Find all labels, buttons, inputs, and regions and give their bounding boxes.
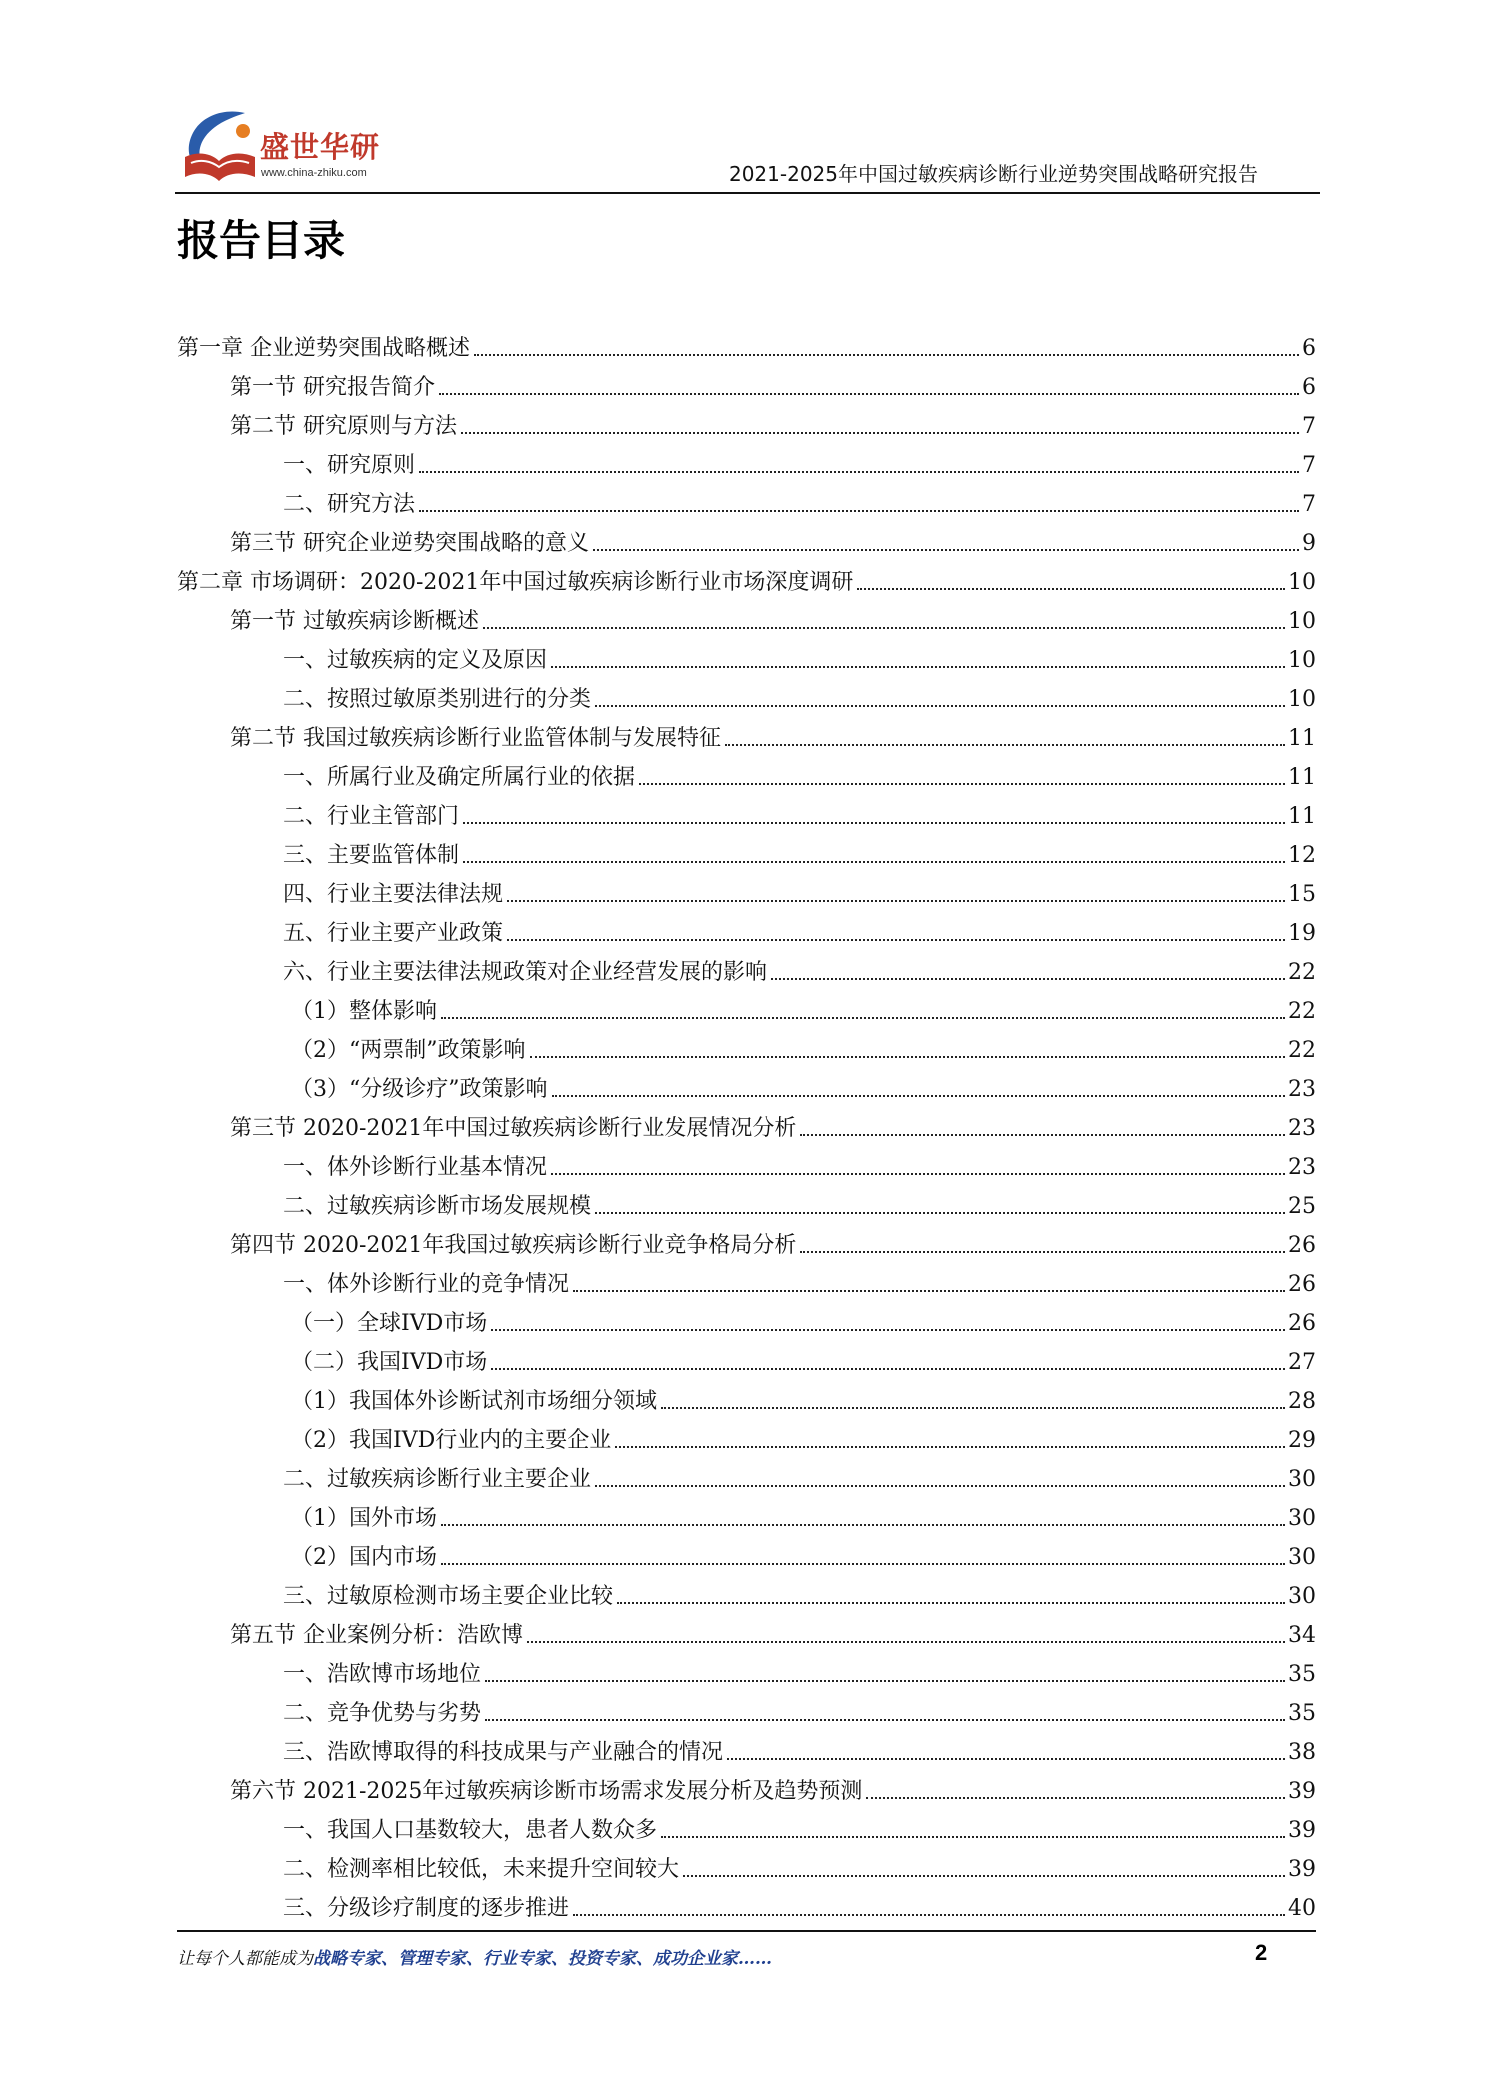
page-header	[175, 95, 1320, 197]
toc-entry-title: 二、过敏疾病诊断行业主要企业	[283, 1467, 592, 1492]
toc-entry-page: 30	[1288, 1467, 1316, 1492]
toc-entry-page: 29	[1288, 1428, 1316, 1453]
toc-entry-title: 三、过敏原检测市场主要企业比较	[283, 1584, 614, 1609]
toc-entry-page: 35	[1288, 1701, 1316, 1726]
toc-entry-page: 22	[1288, 999, 1316, 1024]
toc-entry-page: 11	[1288, 726, 1316, 751]
toc-entry-title: 三、分级诊疗制度的逐步推进	[283, 1896, 570, 1921]
toc-dot-leader	[419, 510, 1299, 512]
toc-entry[interactable]	[177, 1612, 1316, 1651]
toc-entry[interactable]	[177, 754, 1316, 793]
toc-entry-page: 15	[1288, 882, 1316, 907]
page-title: 报告目录	[177, 216, 346, 265]
toc-entry[interactable]	[177, 1495, 1316, 1534]
toc-entry-page: 39	[1288, 1857, 1316, 1882]
toc-entry-title: 三、浩欧博取得的科技成果与产业融合的情况	[283, 1740, 724, 1765]
toc-entry-title: 二、竞争优势与劣势	[283, 1701, 482, 1726]
toc-entry-page: 30	[1288, 1584, 1316, 1609]
toc-dot-leader	[552, 1095, 1286, 1097]
toc-entry-page: 7	[1302, 414, 1316, 439]
toc-entry-title: 一、体外诊断行业基本情况	[283, 1155, 548, 1180]
toc-entry-title: 一、所属行业及确定所属行业的依据	[283, 765, 636, 790]
toc-entry-title: 第六节 2021-2025年过敏疾病诊断市场需求发展分析及趋势预测	[230, 1779, 863, 1804]
toc-entry-title: 二、按照过敏原类别进行的分类	[283, 687, 592, 712]
toc-dot-leader	[485, 1719, 1285, 1721]
toc-entry[interactable]	[177, 1066, 1316, 1105]
toc-entry-page: 27	[1288, 1350, 1316, 1375]
toc-dot-leader	[461, 432, 1299, 434]
toc-entry-title: （一）全球IVD市场	[291, 1311, 488, 1336]
toc-dot-leader	[615, 1446, 1285, 1448]
toc-entry-page: 23	[1288, 1155, 1316, 1180]
toc-entry-page: 39	[1288, 1779, 1316, 1804]
toc-entry-title: 一、我国人口基数较大，患者人数众多	[283, 1818, 658, 1843]
toc-entry[interactable]	[177, 325, 1316, 364]
toc-dot-leader	[507, 900, 1285, 902]
toc-entry-title: 二、行业主管部门	[283, 804, 460, 829]
logo-url: www.china-zhiku.com	[261, 167, 367, 179]
toc-entry-page: 12	[1288, 843, 1316, 868]
toc-entry-title: 第一章 企业逆势突围战略概述	[177, 336, 470, 361]
toc-entry-page: 6	[1302, 336, 1316, 361]
toc-entry[interactable]	[177, 1027, 1316, 1066]
toc-dot-leader	[595, 1212, 1285, 1214]
toc-entry[interactable]	[177, 1417, 1316, 1456]
toc-entry-title: 第一节 研究报告简介	[230, 375, 435, 400]
toc-dot-leader	[441, 1017, 1285, 1019]
toc-dot-leader	[866, 1797, 1285, 1799]
toc-dot-leader	[551, 666, 1285, 668]
toc-dot-leader	[439, 393, 1299, 395]
logo-book-swoosh-icon	[175, 105, 261, 191]
toc-entry-page: 10	[1288, 648, 1316, 673]
toc-dot-leader	[573, 1290, 1285, 1292]
toc-entry-page: 26	[1288, 1272, 1316, 1297]
toc-entry-title: 第四节 2020-2021年我国过敏疾病诊断行业竞争格局分析	[230, 1233, 797, 1258]
toc-entry[interactable]	[177, 871, 1316, 910]
toc-entry[interactable]	[177, 520, 1316, 559]
toc-entry[interactable]	[177, 1339, 1316, 1378]
toc-entry-page: 11	[1288, 804, 1316, 829]
toc-entry-page: 19	[1288, 921, 1316, 946]
toc-dot-leader	[573, 1914, 1285, 1916]
toc-dot-leader	[507, 939, 1285, 941]
footer-divider	[177, 1930, 1316, 1932]
toc-dot-leader	[617, 1602, 1285, 1604]
toc-entry[interactable]	[177, 1807, 1316, 1846]
toc-dot-leader	[727, 1758, 1285, 1760]
toc-entry-page: 35	[1288, 1662, 1316, 1687]
toc-entry[interactable]	[177, 1456, 1316, 1495]
toc-entry[interactable]	[177, 1183, 1316, 1222]
toc-entry-page: 9	[1302, 531, 1316, 556]
toc-entry-page: 26	[1288, 1311, 1316, 1336]
toc-entry-page: 34	[1288, 1623, 1316, 1648]
logo-name: 盛世华研	[260, 130, 381, 164]
toc-entry-title: 第二节 我国过敏疾病诊断行业监管体制与发展特征	[230, 726, 721, 751]
toc-entry[interactable]	[177, 1534, 1316, 1573]
toc-entry-title: （1）整体影响	[291, 999, 437, 1024]
toc-dot-leader	[441, 1524, 1285, 1526]
toc-entry-title: 第三节 2020-2021年中国过敏疾病诊断行业发展情况分析	[230, 1116, 797, 1141]
toc-entry-title: 五、行业主要产业政策	[283, 921, 504, 946]
toc-dot-leader	[530, 1056, 1286, 1058]
toc-dot-leader	[639, 783, 1285, 785]
toc-entry[interactable]	[177, 1261, 1316, 1300]
toc-entry-title: 一、过敏疾病的定义及原因	[283, 648, 548, 673]
toc-entry-page: 22	[1288, 960, 1316, 985]
toc-entry-title: （2）我国IVD行业内的主要企业	[291, 1428, 612, 1453]
toc-entry[interactable]	[177, 1105, 1316, 1144]
toc-entry[interactable]	[177, 1885, 1316, 1924]
toc-entry-page: 7	[1302, 492, 1316, 517]
toc-entry-title: 第三节 研究企业逆势突围战略的意义	[230, 531, 589, 556]
toc-entry[interactable]	[177, 1573, 1316, 1612]
toc-dot-leader	[463, 822, 1285, 824]
toc-dot-leader	[661, 1407, 1285, 1409]
toc-entry[interactable]	[177, 1651, 1316, 1690]
toc-dot-leader	[491, 1368, 1285, 1370]
toc-entry-page: 28	[1288, 1389, 1316, 1414]
toc-entry-title: 四、行业主要法律法规	[283, 882, 504, 907]
toc-entry-page: 30	[1288, 1545, 1316, 1570]
toc-entry-title: 第二节 研究原则与方法	[230, 414, 457, 439]
toc-entry[interactable]	[177, 1378, 1316, 1417]
toc-entry[interactable]	[177, 949, 1316, 988]
toc-dot-leader	[485, 1680, 1285, 1682]
toc-entry[interactable]	[177, 1729, 1316, 1768]
toc-dot-leader	[527, 1641, 1285, 1643]
toc-entry[interactable]	[177, 1222, 1316, 1261]
toc-entry-page: 38	[1288, 1740, 1316, 1765]
toc-entry[interactable]	[177, 1144, 1316, 1183]
toc-entry[interactable]	[177, 442, 1316, 481]
toc-entry-page: 22	[1288, 1038, 1316, 1063]
toc-dot-leader	[441, 1563, 1285, 1565]
toc-entry-title: 第二章 市场调研：2020-2021年中国过敏疾病诊断行业市场深度调研	[177, 570, 854, 595]
toc-entry[interactable]	[177, 364, 1316, 403]
toc-dot-leader	[800, 1251, 1285, 1253]
toc-dot-leader	[593, 549, 1299, 551]
header-divider	[175, 192, 1320, 194]
toc-entry-page: 23	[1288, 1077, 1316, 1102]
toc-entry[interactable]	[177, 481, 1316, 520]
toc-entry-title: （1）国外市场	[291, 1506, 437, 1531]
toc-entry-title: 二、检测率相比较低，未来提升空间较大	[283, 1857, 680, 1882]
document-title: 2021-2025年中国过敏疾病诊断行业逆势突围战略研究报告	[728, 162, 1258, 186]
toc-dot-leader	[483, 627, 1285, 629]
toc-entry-title: （3）“分级诊疗”政策影响	[291, 1077, 548, 1102]
toc-entry[interactable]	[177, 1846, 1316, 1885]
toc-entry[interactable]	[177, 988, 1316, 1027]
toc-entry-title: 一、研究原则	[283, 453, 416, 478]
toc-dot-leader	[595, 1485, 1285, 1487]
toc-dot-leader	[661, 1836, 1285, 1838]
toc-entry-title: 二、过敏疾病诊断市场发展规模	[283, 1194, 592, 1219]
toc-entry-title: （二）我国IVD市场	[291, 1350, 488, 1375]
toc-dot-leader	[857, 588, 1285, 590]
toc-entry-title: （2）“两票制”政策影响	[291, 1038, 526, 1063]
toc-entry-title: 第五节 企业案例分析：浩欧博	[230, 1623, 523, 1648]
toc-entry[interactable]	[177, 910, 1316, 949]
toc-entry-page: 7	[1302, 453, 1316, 478]
toc-entry-title: 三、主要监管体制	[283, 843, 460, 868]
toc-entry-page: 10	[1288, 609, 1316, 634]
toc-entry-title: （2）国内市场	[291, 1545, 437, 1570]
toc-entry-page: 40	[1288, 1896, 1316, 1921]
toc-entry-page: 23	[1288, 1116, 1316, 1141]
toc-entry-title: 一、浩欧博市场地位	[283, 1662, 482, 1687]
toc-entry-page: 26	[1288, 1233, 1316, 1258]
toc-dot-leader	[551, 1173, 1285, 1175]
toc-dot-leader	[419, 471, 1299, 473]
footer-slogan	[177, 1944, 772, 1969]
toc-entry-title: （1）我国体外诊断试剂市场细分领域	[291, 1389, 657, 1414]
toc-entry[interactable]	[177, 676, 1316, 715]
page-number: 2	[1255, 1940, 1268, 1965]
toc-dot-leader	[800, 1134, 1285, 1136]
toc-entry[interactable]	[177, 637, 1316, 676]
toc-entry-title: 六、行业主要法律法规政策对企业经营发展的影响	[283, 960, 768, 985]
toc-dot-leader	[683, 1875, 1285, 1877]
company-logo	[175, 105, 415, 195]
toc-dot-leader	[771, 978, 1285, 980]
toc-entry-page: 10	[1288, 687, 1316, 712]
toc-entry-page: 39	[1288, 1818, 1316, 1843]
toc-dot-leader	[463, 861, 1285, 863]
toc-dot-leader	[725, 744, 1285, 746]
toc-entry[interactable]	[177, 1300, 1316, 1339]
toc-entry[interactable]	[177, 832, 1316, 871]
toc-dot-leader	[474, 354, 1299, 356]
toc-dot-leader	[491, 1329, 1285, 1331]
toc-entry-page: 6	[1302, 375, 1316, 400]
slogan-prefix: 让每个人都能成为	[177, 1949, 313, 1969]
toc-entry[interactable]	[177, 1768, 1316, 1807]
slogan-highlight: 战略专家、管理专家、行业专家、投资专家、成功企业家……	[313, 1949, 772, 1969]
toc-entry[interactable]	[177, 715, 1316, 754]
toc-entry-page: 11	[1288, 765, 1316, 790]
toc-entry[interactable]	[177, 598, 1316, 637]
toc-entry-title: 第一节 过敏疾病诊断概述	[230, 609, 479, 634]
toc-entry[interactable]	[177, 1690, 1316, 1729]
table-of-contents	[177, 325, 1316, 1924]
toc-entry-page: 10	[1288, 570, 1316, 595]
toc-entry-page: 25	[1288, 1194, 1316, 1219]
toc-entry[interactable]	[177, 559, 1316, 598]
toc-entry-title: 一、体外诊断行业的竞争情况	[283, 1272, 570, 1297]
toc-entry-title: 二、研究方法	[283, 492, 416, 517]
toc-entry[interactable]	[177, 793, 1316, 832]
toc-entry-page: 30	[1288, 1506, 1316, 1531]
toc-entry[interactable]	[177, 403, 1316, 442]
toc-dot-leader	[595, 705, 1285, 707]
